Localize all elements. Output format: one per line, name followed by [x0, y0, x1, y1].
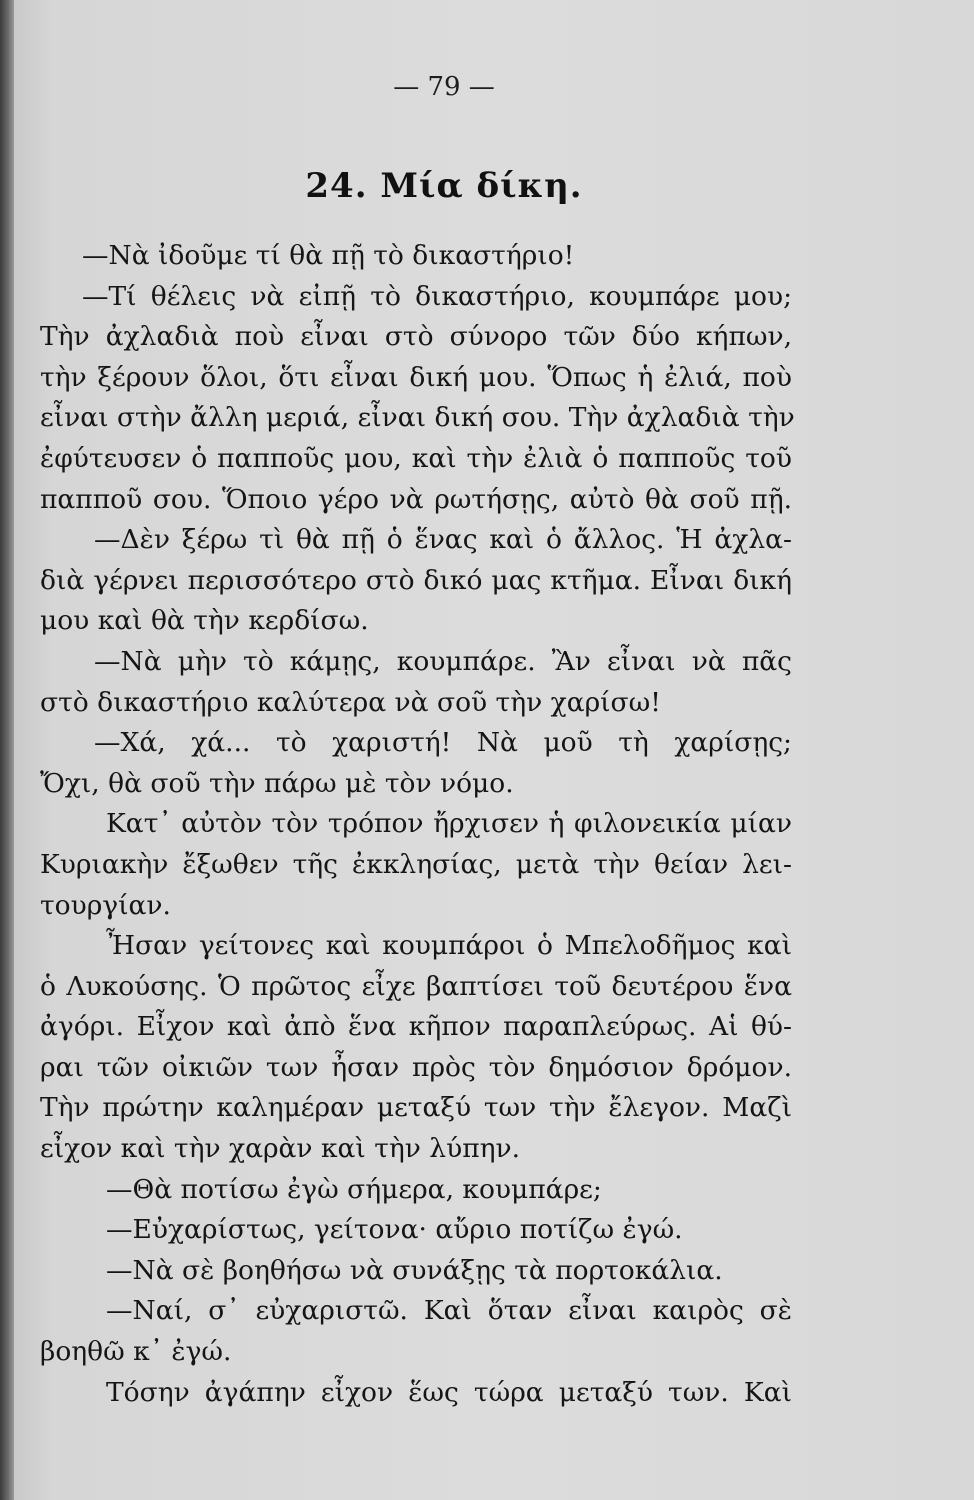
text-line: Τὴν ἀχλαδιὰ ποὺ εἶναι στὸ σύνορο τῶν δύο κήπων, [40, 321, 792, 353]
text-line: τὴν ξέρουν ὅλοι, ὅτι εἶναι δική μου. Ὅπως ἡ ἐλιά, ποὺ [40, 361, 792, 393]
text-line: —Νὰ μὴν τὸ κάμῃς, κουμπάρε. Ἂν εἶναι νὰ πᾶς [94, 645, 792, 677]
text-line: Ἦσαν γείτονες καὶ κουμπάροι ὁ Μπελοδῆμος καὶ [106, 930, 792, 962]
book-spine-shadow [0, 0, 14, 1500]
text-line: Τὴν πρώτην καλημέραν μεταξύ των τὴν ἔλεγον. Μαζὶ [40, 1092, 792, 1124]
text-line: ὁ Λυκούσης. Ὁ πρῶτος εἶχε βαπτίσει τοῦ δευτέρου ἕνα [40, 970, 792, 1002]
text-line: —Εὐχαρίστως, γείτονα· αὔριο ποτίζω ἐγώ. [106, 1214, 683, 1246]
text-line: Ὄχι, θὰ σοῦ τὴν πάρω μὲ τὸν νόμο. [40, 767, 514, 799]
text-line: ραι τῶν οἰκιῶν των ἦσαν πρὸς τὸν δημόσιον δρόμον. [40, 1051, 792, 1083]
text-line: μου καὶ θὰ τὴν κερδίσω. [40, 605, 369, 637]
text-line: —Χά, χά... τὸ χαριστή! Νὰ μοῦ τὴ χαρίσῃς; [94, 727, 792, 759]
text-line: —Δὲν ξέρω τὶ θὰ πῇ ὁ ἕνας καὶ ὁ ἄλλος. Ἡ ἀχλα- [94, 524, 792, 556]
text-line: —Νὰ ἰδοῦμε τί θὰ πῇ τὸ δικαστήριο! [82, 240, 575, 271]
body-text [40, 236, 795, 1413]
text-line: —Θὰ ποτίσω ἐγὼ σήμερα, κουμπάρε; [106, 1173, 602, 1205]
text-line: βοηθῶ κ᾿ ἐγώ. [40, 1336, 232, 1368]
text-line: ἀγόρι. Εἶχον καὶ ἀπὸ ἕνα κῆπον παραπλεύρως. Αἱ θύ- [40, 1011, 792, 1043]
text-line: Κυριακὴν ἔξωθεν τῆς ἐκκλησίας, μετὰ τὴν θείαν λει- [40, 848, 792, 880]
text-line: τουργίαν. [40, 889, 171, 921]
text-line: εἶναι στὴν ἄλλη μεριά, εἶναι δική σου. Τὴν ἀχλαδιὰ τὴν [40, 402, 795, 434]
text-line: στὸ δικαστήριο καλύτερα νὰ σοῦ τὴν χαρίσω! [40, 686, 661, 718]
chapter-title: 24. Μία δίκη. [305, 166, 583, 206]
book-page [14, 0, 974, 1500]
text-line: παπποῦ σου. Ὅποιο γέρο νὰ ρωτήσῃς, αὐτὸ θὰ σοῦ πῇ. [40, 483, 792, 515]
text-line: Τόσην ἀγάπην εἶχον ἕως τώρα μεταξύ των. Καὶ [106, 1376, 792, 1408]
text-line: διὰ γέρνει περισσότερο στὸ δικό μας κτῆμα. Εἶναι δική [40, 564, 792, 596]
text-line: —Νὰ σὲ βοηθήσω νὰ συνάξῃς τὰ πορτοκάλια. [106, 1254, 723, 1286]
text-line: ἐφύτευσεν ὁ παπποῦς μου, καὶ τὴν ἐλιὰ ὁ παπποῦς τοῦ [40, 442, 792, 474]
text-line: Κατ᾿ αὐτὸν τὸν τρόπον ἤρχισεν ἡ φιλονεικία μίαν [106, 808, 792, 840]
text-line: —Τί θέλεις νὰ εἰπῇ τὸ δικαστήριο, κουμπάρε μου; [82, 280, 792, 312]
text-line: εἶχον καὶ τὴν χαρὰν καὶ τὴν λύπην. [40, 1133, 521, 1165]
text-line: —Ναί, σ᾿ εὐχαριστῶ. Καὶ ὅταν εἶναι καιρὸς σὲ [106, 1295, 792, 1327]
page-number: — 79 — [393, 72, 495, 102]
